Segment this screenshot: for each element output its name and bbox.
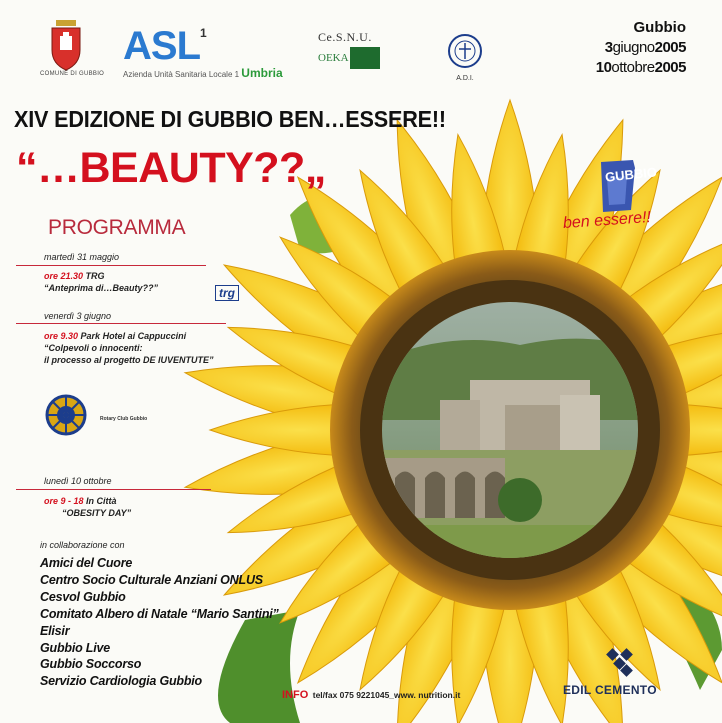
partner-item: Cesvol Gubbio	[40, 589, 126, 604]
asl-subtitle-text: Azienda Unità Sanitaria Locale 1	[123, 70, 242, 79]
info-label: INFO	[282, 689, 309, 701]
event-time: ore 9 - 18	[44, 496, 84, 506]
asl-subtitle	[123, 66, 283, 80]
crest-icon	[38, 16, 94, 72]
adi-logo	[443, 33, 487, 82]
divider	[16, 489, 211, 490]
rotary-wheel-icon	[44, 393, 88, 437]
cesnu-row	[318, 47, 380, 69]
partner-item: Comitato Albero di Natale “Mario Santini”	[40, 606, 279, 621]
cesnu-mark: OEKA	[318, 51, 349, 64]
programma-heading: PROGRAMMA	[48, 216, 186, 239]
end-day: 10	[595, 59, 612, 76]
program-day-2: venerdì 3 giugno	[44, 311, 112, 321]
partner-item: Gubbio Soccorso	[40, 657, 142, 672]
adi-label: A.D.I.	[456, 75, 474, 82]
rotary-label: Rotary Club Gubbio	[100, 416, 148, 422]
program-day-3: lunedì 10 ottobre	[44, 476, 112, 486]
info-line	[282, 685, 460, 703]
event-description: il processo al progetto DE IUVENTUTE”	[44, 355, 214, 365]
partner-list	[40, 555, 279, 690]
info-contact: tel/fax 075 9221045_www. nutrition.it	[312, 690, 461, 700]
gubbio-word: GUBBIO	[604, 164, 658, 185]
partner-item: Gubbio Live	[40, 640, 111, 655]
event-description: “Colpevoli o innocenti:	[44, 343, 143, 353]
cesnu-logo	[318, 30, 380, 69]
asl-region: Umbria	[241, 66, 283, 80]
partner-item: Servizio Cardiologia Gubbio	[40, 674, 202, 689]
edil-cemento-label: EDIL CEMENTO	[563, 683, 657, 697]
event-dates	[596, 18, 686, 78]
trg-logo: trg	[215, 285, 239, 301]
benessere-word: ben essere!!	[562, 208, 652, 233]
city-name: Gubbio	[633, 19, 686, 36]
event-description: “Anteprima di…Beauty??”	[44, 283, 159, 293]
program-event-3	[44, 496, 117, 507]
event-venue: Park Hotel ai Cappuccini	[80, 331, 187, 341]
cesnu-title: Ce.S.N.U.	[318, 30, 372, 44]
asl-text: ASL	[123, 24, 200, 68]
start-date	[596, 38, 686, 58]
end-year: 2005	[654, 59, 686, 76]
edil-cemento-logo-icon	[605, 647, 635, 677]
start-month: giugno	[612, 39, 655, 56]
divider	[16, 323, 226, 324]
start-year: 2005	[654, 39, 686, 56]
event-description: “OBESITY DAY”	[62, 508, 132, 518]
program-event-2	[44, 331, 186, 342]
asl-logo	[123, 26, 283, 80]
event-venue: In Città	[86, 496, 117, 506]
main-title: XIV EDIZIONE DI GUBBIO BEN…ESSERE!!	[14, 106, 446, 132]
collaboration-intro: in collaborazione con	[40, 540, 125, 550]
partner-item: Amici del Cuore	[40, 556, 133, 570]
start-day: 3	[604, 39, 613, 56]
event-venue: TRG	[85, 271, 105, 281]
cesnu-box	[350, 47, 380, 69]
program-day-1: martedì 31 maggio	[44, 252, 120, 262]
asl-main	[123, 26, 283, 66]
end-month: ottobre	[611, 59, 655, 76]
adi-emblem-icon	[447, 33, 483, 69]
event-time: ore 21.30	[44, 271, 84, 281]
end-date	[596, 58, 686, 78]
event-time: ore 9.30	[44, 331, 79, 341]
divider	[16, 265, 206, 266]
comune-label: COMUNE DI GUBBIO	[40, 71, 105, 77]
partner-item: Elisir	[40, 623, 70, 638]
program-event-1	[44, 271, 105, 282]
partner-item: Centro Socio Culturale Anziani ONLUS	[40, 572, 263, 587]
beauty-title: “…BEAUTY??„	[16, 144, 326, 192]
asl-number: 1	[200, 26, 207, 40]
